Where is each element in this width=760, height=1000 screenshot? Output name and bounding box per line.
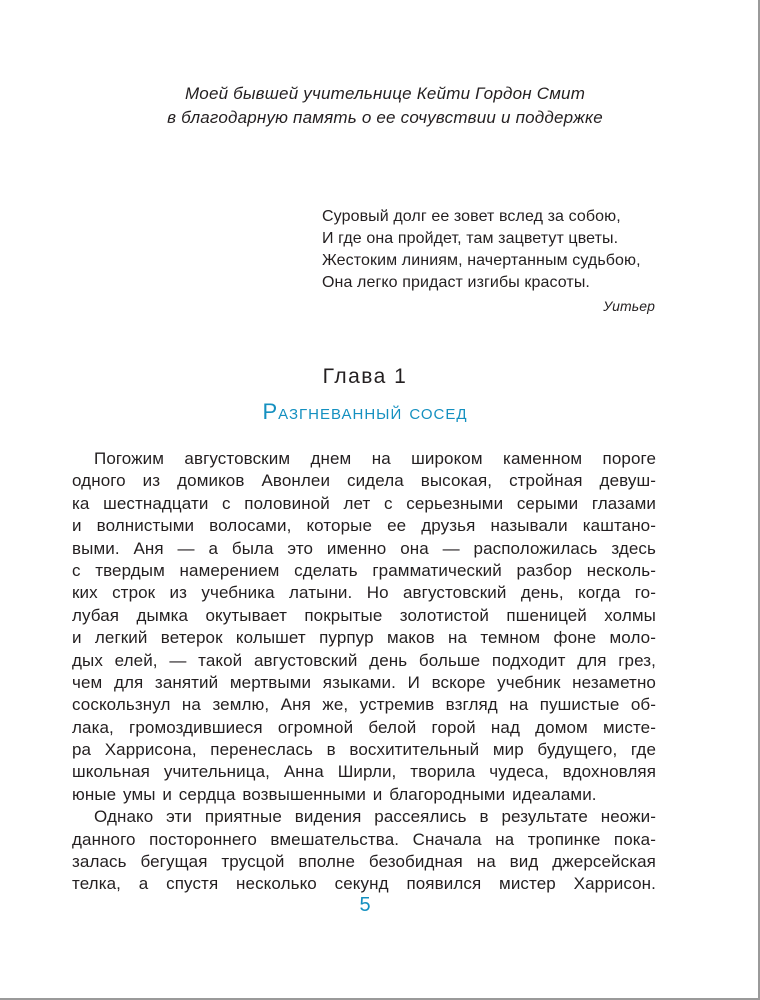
paragraph-line: с твердым намерением сделать грамматический разбор несколь- [72, 560, 656, 580]
paragraph-line: ка шестнадцати с половиной лет с серьезными серыми глазами [72, 493, 656, 513]
paragraph-line: ких строк из учебника латыни. Но августовский день, когда го- [72, 583, 656, 603]
chapter-title [0, 399, 730, 425]
epigraph-line: И где она пройдет, там зацветут цветы. [322, 230, 619, 247]
epigraph-line: Жестоким линиям, начертанным судьбою, [322, 252, 641, 269]
paragraph-line: юные умы и сердца возвышенными и благородными идеалами. [72, 784, 597, 804]
paragraph-line: соскользнул на землю, Аня же, устремив взгляд на пушистые об- [72, 695, 656, 715]
chapter-body [72, 448, 656, 896]
epigraph-line: Суровый долг ее зовет вслед за собою, [322, 208, 621, 225]
chapter-title-text: Разгневанный сосед [262, 399, 468, 424]
paragraph-line: данного постороннего вмешательства. Сначала на тропинке пока- [72, 829, 656, 849]
paragraph-line: выми. Аня — а была это именно она — расположилась здесь [72, 538, 656, 558]
paragraph-line: чем для занятий мертвыми языками. И вскоре учебник незаметно [72, 672, 656, 692]
paragraph-line: школьная учительница, Анна Ширли, творила чудеса, вдохновляя [72, 762, 656, 782]
paragraph-line: одного из домиков Авонлеи сидела высокая, стройная девуш- [72, 471, 656, 491]
paragraph-line: и волнистыми волосами, которые ее друзья называли каштано- [72, 516, 656, 536]
paragraph-line: лубая дымка окутывает покрытые золотистой пшеницей холмы [72, 605, 656, 625]
paragraph-line: и легкий ветерок колышет пурпур маков на темном фоне моло- [72, 628, 656, 648]
paragraph-line: Погожим августовским днем на широком каменном пороге [94, 449, 656, 468]
epigraph-author: Уитьер [603, 298, 655, 314]
dedication [100, 82, 670, 130]
paragraph-line: телка, а спустя несколько секунд появился мистер Харрисон. [72, 874, 656, 894]
page-number: 5 [359, 894, 371, 916]
paragraph-line: дых елей, — такой августовский день больше подходит для грез, [72, 650, 656, 670]
epigraph-line: Она легко придаст изгибы красоты. [322, 274, 590, 291]
dedication-line: в благодарную память о ее сочувствии и поддержке [167, 108, 603, 127]
paragraph-line: ра Харрисона, перенеслась в восхитительный мир будущего, где [72, 740, 656, 760]
paragraph-line: лака, громоздившиеся огромной белой горой над домом мисте- [72, 717, 656, 737]
epigraph [322, 206, 655, 318]
paragraph-line: залась бегущая трусцой вполне безобидная на вид джерсейская [72, 852, 656, 872]
dedication-line: Моей бывшей учительнице Кейти Гордон Смит [184, 84, 586, 103]
chapter-number: Глава 1 [322, 365, 408, 388]
paragraph-line: Однако эти приятные видения рассеялись в результате неожи- [94, 807, 656, 827]
